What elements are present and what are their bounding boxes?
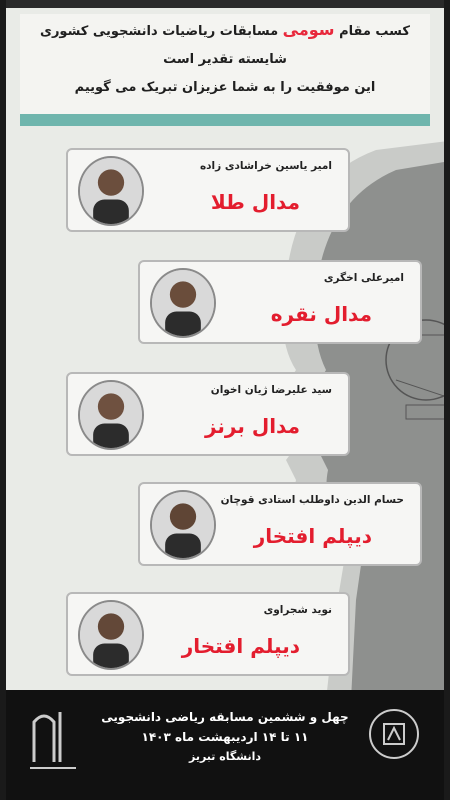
winner-award: مدال طلا — [210, 190, 300, 214]
winner-photo — [150, 268, 216, 338]
winner-award: مدال برنز — [204, 414, 300, 438]
header-line-1-suffix: مسابقات ریاضیات دانشجویی کشوری — [40, 24, 279, 39]
header-line-1 — [20, 18, 430, 44]
header-line-1-accent: سومی — [282, 20, 335, 39]
event-footer — [6, 690, 444, 800]
footer-dates: ۱۱ تا ۱۴ اردیبهشت ماه ۱۴۰۳ — [141, 730, 309, 744]
winner-card — [138, 482, 422, 566]
winner-card — [138, 260, 422, 344]
header-line-2: شایسته تقدیر است — [163, 52, 287, 67]
winner-photo — [78, 380, 144, 450]
university-logo-left — [24, 702, 82, 776]
winner-name: امیرعلی اخگری — [323, 272, 404, 284]
winner-card — [66, 372, 350, 456]
winner-name: حسام الدین داوطلب استادی قوچان — [220, 494, 404, 506]
top-edge — [6, 0, 444, 8]
announcement-header — [20, 14, 430, 126]
winner-card — [66, 592, 350, 676]
winner-award: مدال نقره — [270, 302, 372, 326]
winner-name: امیر یاسین خراشادی زاده — [199, 160, 332, 172]
header-teal-bar — [20, 114, 430, 126]
footer-host-university: دانشگاه تبریز — [188, 750, 262, 763]
winner-photo — [150, 490, 216, 560]
winner-award: دیپلم افتخار — [181, 634, 300, 658]
poster — [6, 0, 444, 800]
footer-event-name: چهل و ششمین مسابقه ریاضی دانشجویی — [101, 710, 349, 724]
winner-award: دیپلم افتخار — [253, 524, 372, 548]
winner-photo — [78, 156, 144, 226]
header-line-3: این موفقیت را به شما عزیزان تبریک می گوییم — [74, 80, 376, 95]
winner-photo — [78, 600, 144, 670]
winner-name: سید علیرضا ژیان اخوان — [210, 384, 332, 396]
winner-name: نوید شجراوی — [263, 604, 332, 616]
header-line-1-prefix: کسب مقام — [339, 24, 410, 39]
university-emblem-right — [366, 706, 422, 762]
winner-card — [66, 148, 350, 232]
